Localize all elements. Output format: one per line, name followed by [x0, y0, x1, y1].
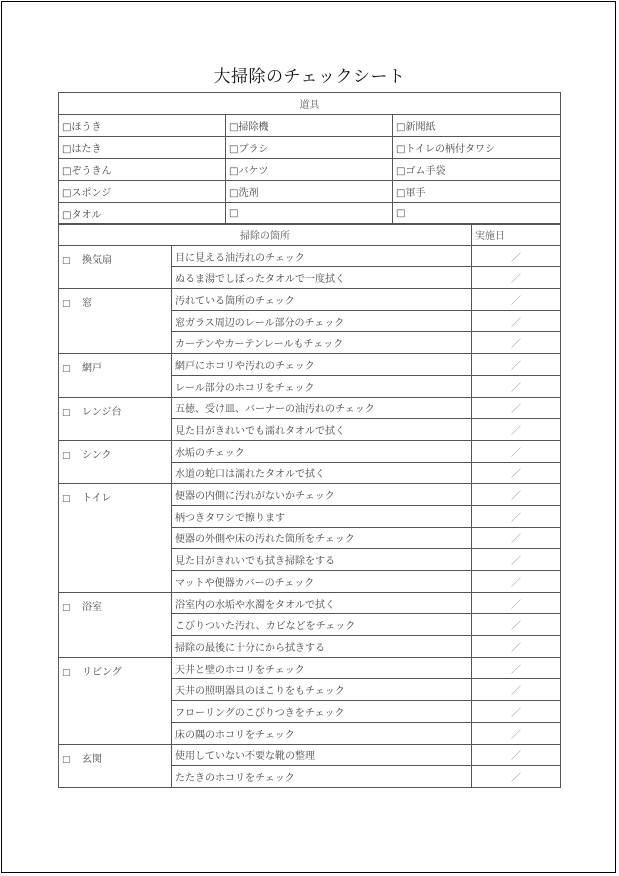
task-row — [59, 245, 561, 267]
tool-label: ブラシ — [238, 144, 269, 155]
tool-item — [393, 181, 561, 203]
task-text: 窓ガラス周辺のレール部分のチェック — [172, 310, 472, 332]
area-cell — [59, 245, 172, 288]
tools-table — [58, 92, 561, 225]
area-name: レンジ台 — [82, 406, 122, 418]
date-cell[interactable]: ／ — [472, 267, 561, 289]
date-cell[interactable]: ／ — [472, 592, 561, 614]
task-text: 水垢のチェック — [172, 440, 472, 462]
tool-label: 新聞紙 — [405, 122, 436, 133]
area-name: 換気扇 — [82, 254, 112, 266]
tool-label: はたき — [71, 144, 102, 155]
date-cell[interactable]: ／ — [472, 744, 561, 766]
areas-header-place: 掃除の箇所 — [59, 224, 472, 246]
task-row — [59, 289, 561, 311]
date-cell[interactable]: ／ — [472, 614, 561, 636]
date-cell[interactable]: ／ — [472, 527, 561, 549]
area-name: 網戸 — [82, 363, 102, 375]
area-name: シンク — [82, 449, 112, 461]
tool-item — [59, 137, 226, 159]
area-checkbox[interactable]: □ — [62, 602, 71, 613]
task-text: 見た目がきれいでも濡れタオルで拭く — [172, 419, 472, 441]
tool-checkbox[interactable]: □ — [396, 208, 406, 219]
areas-header-date: 実施日 — [472, 224, 561, 246]
date-cell[interactable]: ／ — [472, 701, 561, 723]
task-row — [59, 440, 561, 462]
task-row — [59, 592, 561, 614]
area-checkbox[interactable]: □ — [62, 494, 71, 505]
area-name: リビング — [82, 666, 122, 678]
task-text: 掃除の最後に十分にから拭きする — [172, 636, 472, 658]
task-text: 天井と壁のホコリをチェック — [172, 657, 472, 679]
tool-label: 洗剤 — [238, 188, 259, 199]
tool-item — [226, 181, 393, 203]
tool-checkbox[interactable]: □ — [229, 188, 239, 199]
tool-item — [393, 203, 561, 225]
area-checkbox[interactable]: □ — [62, 450, 71, 461]
tool-label: ほうき — [71, 122, 102, 133]
area-cell — [59, 744, 172, 787]
tool-item — [226, 115, 393, 137]
date-cell[interactable]: ／ — [472, 571, 561, 593]
area-cell — [59, 657, 172, 744]
tools-header: 道具 — [59, 93, 561, 115]
date-cell[interactable]: ／ — [472, 679, 561, 701]
tool-label: 掃除機 — [238, 122, 269, 133]
task-row — [59, 397, 561, 419]
task-text: 使用していない不要な靴の整理 — [172, 744, 472, 766]
task-text: 汚れている箇所のチェック — [172, 289, 472, 311]
task-text: 床の隅のホコリをチェック — [172, 722, 472, 744]
task-text: たたきのホコリをチェック — [172, 766, 472, 788]
area-checkbox[interactable]: □ — [62, 754, 71, 765]
area-checkbox[interactable]: □ — [62, 407, 71, 418]
task-text: ぬるま湯でしぼったタオルで一度拭く — [172, 267, 472, 289]
tool-label: ゴム手袋 — [405, 166, 446, 177]
tool-checkbox[interactable]: □ — [396, 144, 406, 155]
date-cell[interactable]: ／ — [472, 462, 561, 484]
tool-label: トイレの柄付タワシ — [405, 144, 495, 155]
tool-item — [59, 115, 226, 137]
area-checkbox[interactable]: □ — [62, 255, 71, 266]
task-text: 目に見える油汚れのチェック — [172, 245, 472, 267]
task-text: 便器の内側に汚れがないかチェック — [172, 484, 472, 506]
task-text: 天井の照明器具のほこりをもチェック — [172, 679, 472, 701]
date-cell[interactable]: ／ — [472, 440, 561, 462]
task-row — [59, 354, 561, 376]
tool-label: ぞうきん — [71, 166, 112, 177]
tool-label: スポンジ — [71, 188, 112, 199]
tool-checkbox[interactable]: □ — [396, 188, 406, 199]
tool-checkbox[interactable]: □ — [229, 122, 239, 133]
tools-row — [59, 181, 561, 203]
task-text: 見た目がきれいでも拭き掃除をする — [172, 549, 472, 571]
tool-label: 軍手 — [405, 188, 426, 199]
area-cell — [59, 289, 172, 354]
tools-header-row — [59, 93, 561, 115]
tool-label: バケツ — [238, 166, 269, 177]
area-checkbox[interactable]: □ — [62, 299, 71, 310]
tool-item — [226, 137, 393, 159]
area-name: 窓 — [82, 298, 92, 310]
task-text: こびりついた汚れ、カビなどをチェック — [172, 614, 472, 636]
area-name: 玄関 — [82, 753, 102, 765]
area-cell — [59, 592, 172, 657]
tool-checkbox[interactable]: □ — [229, 166, 239, 177]
task-text: 網戸にホコリや汚れのチェック — [172, 354, 472, 376]
date-cell[interactable]: ／ — [472, 722, 561, 744]
area-cell — [59, 484, 172, 592]
date-cell[interactable]: ／ — [472, 636, 561, 658]
tool-checkbox[interactable]: □ — [62, 188, 72, 199]
tools-row — [59, 137, 561, 159]
tool-label: タオル — [71, 210, 102, 221]
date-cell[interactable]: ／ — [472, 419, 561, 441]
task-row — [59, 744, 561, 766]
cleaning-areas-table — [58, 223, 561, 788]
date-cell[interactable]: ／ — [472, 375, 561, 397]
task-text: 柄つきタワシで擦ります — [172, 505, 472, 527]
date-cell[interactable]: ／ — [472, 332, 561, 354]
tool-item — [59, 181, 226, 203]
area-checkbox[interactable]: □ — [62, 667, 71, 678]
tools-row — [59, 115, 561, 137]
date-cell[interactable]: ／ — [472, 657, 561, 679]
task-text: フローリングのこびりつきをチェック — [172, 701, 472, 723]
date-cell[interactable]: ／ — [472, 549, 561, 571]
tool-item — [393, 137, 561, 159]
tool-checkbox[interactable]: □ — [62, 122, 72, 133]
date-cell[interactable]: ／ — [472, 766, 561, 788]
tool-item — [393, 115, 561, 137]
tools-row — [59, 159, 561, 181]
tool-checkbox[interactable]: □ — [396, 166, 406, 177]
date-cell[interactable]: ／ — [472, 505, 561, 527]
date-cell[interactable]: ／ — [472, 289, 561, 311]
areas-header-row — [59, 224, 561, 246]
date-cell[interactable]: ／ — [472, 397, 561, 419]
tool-checkbox[interactable]: □ — [62, 144, 72, 155]
task-text: マットや便器カバーのチェック — [172, 571, 472, 593]
page-title: 大掃除のチェックシート — [213, 67, 406, 87]
area-cell — [59, 440, 172, 483]
tools-row — [59, 203, 561, 225]
task-text: 便器の外側や床の汚れた箇所をチェック — [172, 527, 472, 549]
tool-checkbox[interactable]: □ — [229, 144, 239, 155]
task-row — [59, 657, 561, 679]
tool-item — [226, 203, 393, 225]
task-text: レール部分のホコリをチェック — [172, 375, 472, 397]
tool-item — [59, 203, 226, 225]
area-name: トイレ — [82, 493, 112, 505]
tool-item — [226, 159, 393, 181]
area-cell — [59, 354, 172, 397]
area-cell — [59, 397, 172, 440]
task-text: カーテンやカーテンレールもチェック — [172, 332, 472, 354]
task-text: 水道の蛇口は濡れたタオルで拭く — [172, 462, 472, 484]
tool-checkbox[interactable]: □ — [62, 210, 72, 221]
area-name: 浴室 — [82, 601, 102, 613]
task-text: 五徳、受け皿、バーナーの油汚れのチェック — [172, 397, 472, 419]
date-cell[interactable]: ／ — [472, 484, 561, 506]
date-cell[interactable]: ／ — [472, 354, 561, 376]
date-cell[interactable]: ／ — [472, 245, 561, 267]
task-row — [59, 484, 561, 506]
tool-item — [59, 159, 226, 181]
tool-checkbox[interactable]: □ — [62, 166, 72, 177]
tool-checkbox[interactable]: □ — [229, 208, 239, 219]
tool-checkbox[interactable]: □ — [396, 122, 406, 133]
area-checkbox[interactable]: □ — [62, 364, 71, 375]
tool-item — [393, 159, 561, 181]
task-text: 浴室内の水垢や水濁をタオルで拭く — [172, 592, 472, 614]
date-cell[interactable]: ／ — [472, 310, 561, 332]
